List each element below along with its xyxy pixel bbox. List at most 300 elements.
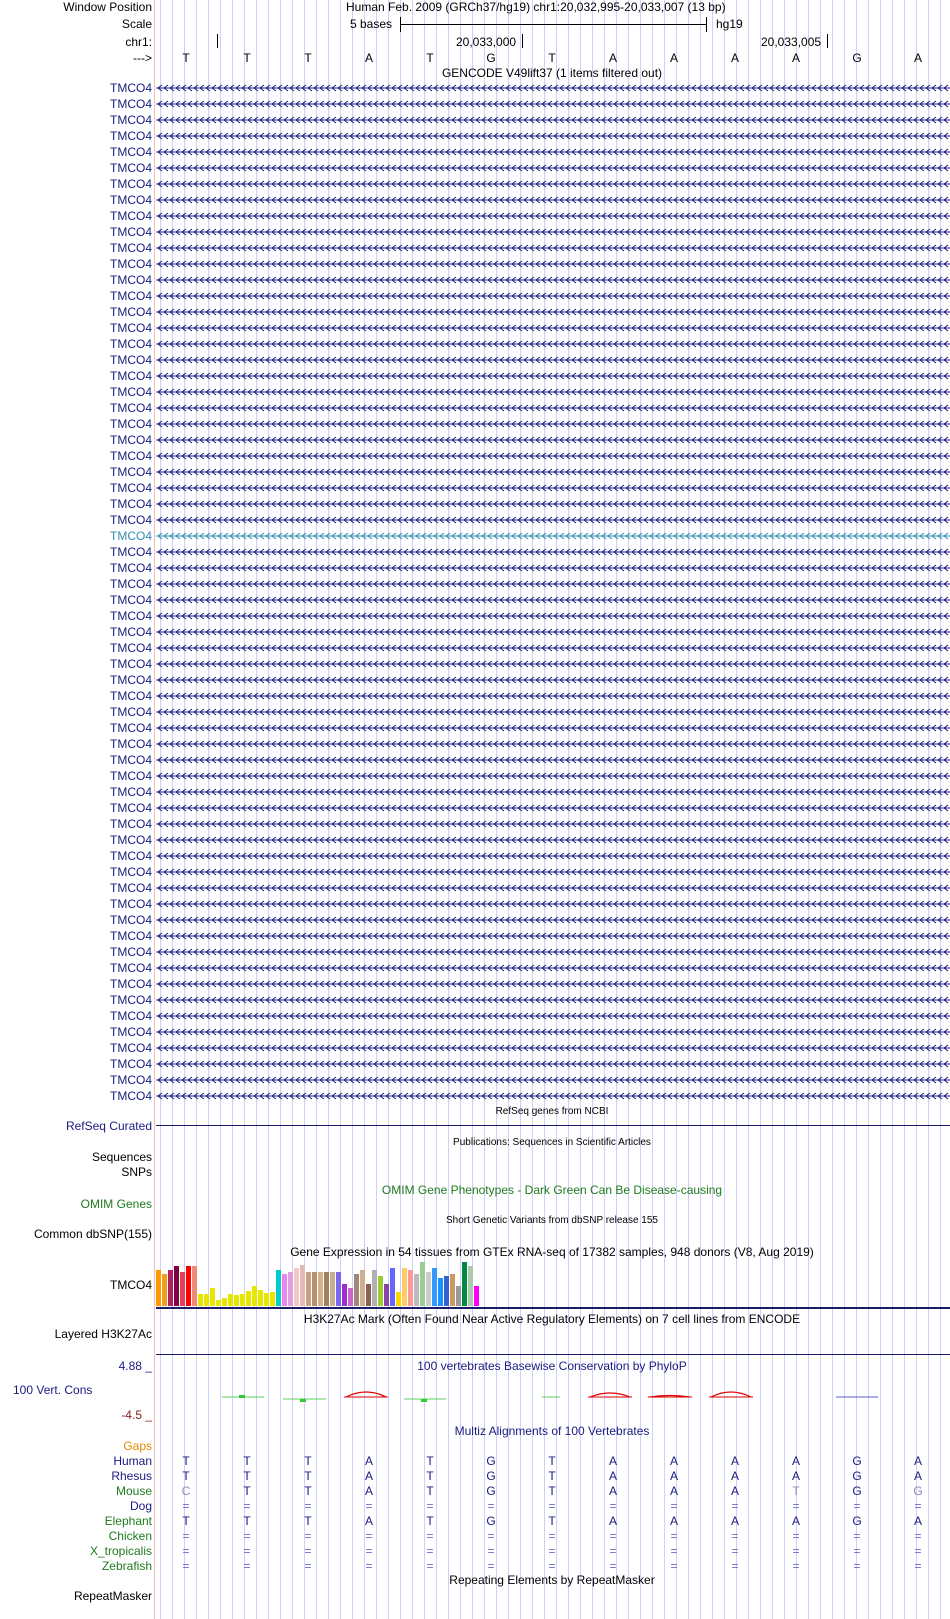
- gencode-transcript-row[interactable]: [0, 928, 950, 944]
- transcript-line[interactable]: [156, 1056, 950, 1072]
- transcript-line[interactable]: [156, 528, 950, 544]
- gtex-tissue-bar[interactable]: [438, 1278, 443, 1306]
- transcript-line[interactable]: [156, 928, 950, 944]
- alignment-base: =: [426, 1529, 434, 1543]
- gencode-transcript-row[interactable]: [0, 80, 950, 96]
- scale-bar-left-cap: [400, 17, 401, 32]
- gencode-transcript-row[interactable]: [0, 992, 950, 1008]
- alignment-base: G: [913, 1484, 923, 1498]
- gencode-transcript-row[interactable]: [0, 1008, 950, 1024]
- gtex-track-label[interactable]: TMCO4: [110, 1278, 152, 1292]
- gencode-transcript-row[interactable]: [0, 976, 950, 992]
- transcript-line[interactable]: [156, 800, 950, 816]
- snps-label[interactable]: SNPs: [121, 1165, 152, 1179]
- gene-name-label[interactable]: TMCO4: [110, 129, 152, 143]
- transcript-line[interactable]: [156, 976, 950, 992]
- gtex-tissue-bar[interactable]: [330, 1272, 335, 1306]
- gencode-transcript-row[interactable]: [0, 560, 950, 576]
- gtex-tissue-bar[interactable]: [192, 1266, 197, 1306]
- gtex-tissue-bar[interactable]: [348, 1288, 353, 1306]
- gtex-tissue-bar[interactable]: [468, 1266, 473, 1306]
- gtex-tissue-bar[interactable]: [456, 1286, 461, 1306]
- gtex-tissue-bar[interactable]: [342, 1284, 347, 1306]
- transcript-line[interactable]: [156, 864, 950, 880]
- gtex-tissue-bar[interactable]: [240, 1294, 245, 1306]
- gencode-transcript-row[interactable]: [0, 368, 950, 384]
- gencode-transcript-row[interactable]: [0, 944, 950, 960]
- gtex-tissue-bar[interactable]: [354, 1274, 359, 1306]
- transcript-line[interactable]: [156, 608, 950, 624]
- gencode-transcript-row[interactable]: [0, 144, 950, 160]
- alignment-base: =: [914, 1529, 922, 1543]
- gene-name-label[interactable]: TMCO4: [110, 785, 152, 799]
- gtex-tissue-bar[interactable]: [390, 1268, 395, 1306]
- gencode-transcript-row[interactable]: [0, 128, 950, 144]
- gencode-transcript-row[interactable]: [0, 512, 950, 528]
- gene-name-label[interactable]: TMCO4: [110, 737, 152, 751]
- transcript-intron-arrows: [156, 768, 950, 784]
- gencode-transcript-row[interactable]: [0, 960, 950, 976]
- transcript-line[interactable]: [156, 784, 950, 800]
- gene-name-label[interactable]: TMCO4: [110, 913, 152, 927]
- gencode-transcript-row[interactable]: [0, 432, 950, 448]
- gtex-tissue-bar[interactable]: [288, 1272, 293, 1306]
- gene-name-label[interactable]: TMCO4: [110, 993, 152, 1007]
- gtex-tissue-bar[interactable]: [426, 1272, 431, 1306]
- transcript-intron-arrows: [156, 720, 950, 736]
- transcript-line[interactable]: [156, 672, 950, 688]
- phylop-track-label[interactable]: 100 Vert. Cons: [13, 1383, 93, 1397]
- gencode-transcript-row[interactable]: [0, 608, 950, 624]
- gencode-transcript-row[interactable]: [0, 96, 950, 112]
- transcript-line[interactable]: [156, 896, 950, 912]
- transcript-line[interactable]: [156, 384, 950, 400]
- gene-name-label[interactable]: TMCO4: [110, 641, 152, 655]
- gene-name-label[interactable]: TMCO4: [110, 801, 152, 815]
- alignment-base: =: [182, 1529, 190, 1543]
- gtex-tissue-bar[interactable]: [174, 1266, 179, 1306]
- transcript-line[interactable]: [156, 576, 950, 592]
- gene-name-label[interactable]: TMCO4: [110, 977, 152, 991]
- gencode-transcript-row[interactable]: [0, 208, 950, 224]
- gencode-transcript-row[interactable]: [0, 336, 950, 352]
- transcript-line[interactable]: [156, 592, 950, 608]
- transcript-line[interactable]: [156, 192, 950, 208]
- transcript-line[interactable]: [156, 656, 950, 672]
- gencode-transcript-row[interactable]: [0, 1072, 950, 1088]
- gene-name-label[interactable]: TMCO4: [110, 321, 152, 335]
- transcript-line[interactable]: [156, 112, 950, 128]
- transcript-line[interactable]: [156, 1008, 950, 1024]
- gencode-transcript-row[interactable]: [0, 400, 950, 416]
- gtex-tissue-bar[interactable]: [360, 1270, 365, 1306]
- gencode-transcript-row[interactable]: [0, 320, 950, 336]
- alignment-base: =: [853, 1559, 861, 1573]
- gencode-transcript-row[interactable]: [0, 768, 950, 784]
- gencode-transcript-row[interactable]: [0, 224, 950, 240]
- gene-name-label[interactable]: TMCO4: [110, 465, 152, 479]
- species-label[interactable]: Mouse: [115, 1484, 152, 1498]
- gtex-tissue-bar[interactable]: [294, 1268, 299, 1306]
- transcript-line[interactable]: [156, 640, 950, 656]
- gencode-transcript-row[interactable]: [0, 1040, 950, 1056]
- gene-name-label[interactable]: TMCO4: [110, 1041, 152, 1055]
- gene-name-label[interactable]: TMCO4: [110, 1057, 152, 1071]
- gene-name-label[interactable]: TMCO4: [110, 273, 152, 287]
- species-label[interactable]: Dog: [129, 1499, 152, 1513]
- transcript-line[interactable]: [156, 1072, 950, 1088]
- transcript-intron-arrows: [156, 688, 950, 704]
- gencode-transcript-row[interactable]: [0, 416, 950, 432]
- gtex-tissue-bar[interactable]: [372, 1270, 377, 1306]
- gtex-tissue-bar[interactable]: [414, 1274, 419, 1306]
- gene-name-label[interactable]: TMCO4: [110, 689, 152, 703]
- transcript-line[interactable]: [156, 80, 950, 96]
- base-letter: A: [913, 51, 922, 65]
- sequences-label[interactable]: Sequences: [91, 1150, 152, 1164]
- gene-name-label[interactable]: TMCO4: [110, 529, 152, 543]
- gencode-transcript-row[interactable]: [0, 272, 950, 288]
- transcript-line[interactable]: [156, 848, 950, 864]
- gtex-tissue-bar[interactable]: [450, 1274, 455, 1306]
- gencode-transcript-row[interactable]: [0, 848, 950, 864]
- gene-name-label[interactable]: TMCO4: [110, 561, 152, 575]
- gene-name-label[interactable]: TMCO4: [110, 545, 152, 559]
- phylop-graph[interactable]: [156, 1382, 950, 1412]
- transcript-line[interactable]: [156, 448, 950, 464]
- h3k27ac-track-label[interactable]: Layered H3K27Ac: [54, 1327, 152, 1341]
- refseq-track-label[interactable]: RefSeq Curated: [65, 1119, 152, 1133]
- transcript-line[interactable]: [156, 176, 950, 192]
- alignment-base: A: [364, 1514, 373, 1528]
- gencode-transcript-row[interactable]: [0, 112, 950, 128]
- species-label[interactable]: Chicken: [108, 1529, 152, 1543]
- transcript-line[interactable]: [156, 96, 950, 112]
- gene-name-label[interactable]: TMCO4: [110, 593, 152, 607]
- gtex-tissue-bar[interactable]: [276, 1270, 281, 1306]
- gene-name-label[interactable]: TMCO4: [110, 193, 152, 207]
- gene-name-label[interactable]: TMCO4: [110, 625, 152, 639]
- gencode-transcript-row[interactable]: [0, 688, 950, 704]
- gtex-tissue-bar[interactable]: [252, 1286, 257, 1306]
- gencode-transcript-row[interactable]: [0, 880, 950, 896]
- gencode-transcript-row[interactable]: [0, 448, 950, 464]
- gene-name-label[interactable]: TMCO4: [110, 225, 152, 239]
- gene-name-label[interactable]: TMCO4: [110, 161, 152, 175]
- gencode-transcript-row[interactable]: [0, 384, 950, 400]
- gene-name-label[interactable]: TMCO4: [110, 833, 152, 847]
- gtex-tissue-bar[interactable]: [474, 1286, 479, 1306]
- gene-name-label[interactable]: TMCO4: [110, 481, 152, 495]
- gene-name-label[interactable]: TMCO4: [110, 609, 152, 623]
- repeatmasker-track-label[interactable]: RepeatMasker: [73, 1589, 152, 1603]
- gtex-tissue-bar[interactable]: [156, 1270, 161, 1306]
- gene-name-label[interactable]: TMCO4: [110, 401, 152, 415]
- gene-name-label[interactable]: TMCO4: [110, 497, 152, 511]
- gencode-transcript-row[interactable]: [0, 176, 950, 192]
- gencode-transcript-row[interactable]: [0, 752, 950, 768]
- transcript-line[interactable]: [156, 752, 950, 768]
- alignment-base: =: [731, 1529, 739, 1543]
- transcript-intron-arrows: [156, 944, 950, 960]
- gtex-tissue-bar[interactable]: [180, 1272, 185, 1306]
- transcript-intron-arrows: [156, 576, 950, 592]
- gaps-label[interactable]: Gaps: [123, 1439, 152, 1453]
- gene-name-label[interactable]: TMCO4: [110, 673, 152, 687]
- transcript-line[interactable]: [156, 704, 950, 720]
- transcript-line[interactable]: [156, 544, 950, 560]
- gtex-tissue-bar[interactable]: [234, 1295, 239, 1306]
- transcript-line[interactable]: [156, 128, 950, 144]
- gene-name-label[interactable]: TMCO4: [110, 817, 152, 831]
- transcript-intron-arrows: [156, 848, 950, 864]
- alignment-base: T: [426, 1469, 434, 1483]
- transcript-intron-arrows: [156, 224, 950, 240]
- gene-name-label[interactable]: TMCO4: [110, 1009, 152, 1023]
- transcript-line[interactable]: [156, 736, 950, 752]
- transcript-line[interactable]: [156, 416, 950, 432]
- gene-name-label[interactable]: TMCO4: [110, 705, 152, 719]
- gencode-transcript-row[interactable]: [0, 256, 950, 272]
- gtex-tissue-bar[interactable]: [324, 1272, 329, 1306]
- gencode-transcript-row[interactable]: [0, 352, 950, 368]
- dbsnp-track-title: Short Genetic Variants from dbSNP release 155: [446, 1215, 658, 1226]
- gencode-transcript-row[interactable]: [0, 640, 950, 656]
- transcript-line[interactable]: [156, 1040, 950, 1056]
- gencode-transcript-row[interactable]: [0, 672, 950, 688]
- transcript-line[interactable]: [156, 160, 950, 176]
- species-label[interactable]: X_tropicalis: [89, 1544, 152, 1558]
- gtex-tissue-bar[interactable]: [384, 1284, 389, 1306]
- transcript-line[interactable]: [156, 1024, 950, 1040]
- gene-name-label[interactable]: TMCO4: [110, 1073, 152, 1087]
- transcript-line[interactable]: [156, 400, 950, 416]
- gencode-transcript-row[interactable]: [0, 800, 950, 816]
- transcript-line[interactable]: [156, 336, 950, 352]
- gtex-track-title: Gene Expression in 54 tissues from GTEx RNA-seq of 17382 samples, 948 donors (V8, Aug 2019): [290, 1245, 814, 1259]
- gene-name-label[interactable]: TMCO4: [110, 385, 152, 399]
- transcript-intron-arrows: [156, 832, 950, 848]
- transcript-line[interactable]: [156, 992, 950, 1008]
- gencode-transcript-row[interactable]: [0, 704, 950, 720]
- transcript-line[interactable]: [156, 272, 950, 288]
- gencode-transcript-row[interactable]: [0, 304, 950, 320]
- gencode-transcript-row[interactable]: [0, 464, 950, 480]
- transcript-line[interactable]: [156, 144, 950, 160]
- gene-name-label[interactable]: TMCO4: [110, 929, 152, 943]
- gtex-tissue-bar[interactable]: [198, 1294, 203, 1306]
- assembly-label: hg19: [716, 17, 743, 31]
- transcript-line[interactable]: [156, 352, 950, 368]
- gene-name-label[interactable]: TMCO4: [110, 81, 152, 95]
- dbsnp-track-label[interactable]: Common dbSNP(155): [33, 1227, 152, 1241]
- transcript-line[interactable]: [156, 560, 950, 576]
- transcript-line[interactable]: [156, 944, 950, 960]
- transcript-intron-arrows: [156, 288, 950, 304]
- gencode-transcript-row[interactable]: [0, 912, 950, 928]
- gencode-transcript-row[interactable]: [0, 784, 950, 800]
- gencode-transcript-row[interactable]: [0, 832, 950, 848]
- alignment-base: A: [608, 1469, 617, 1483]
- transcript-line[interactable]: [156, 256, 950, 272]
- gene-name-label[interactable]: TMCO4: [110, 513, 152, 527]
- transcript-line[interactable]: [156, 480, 950, 496]
- gene-name-label[interactable]: TMCO4: [110, 753, 152, 767]
- gene-name-label[interactable]: TMCO4: [110, 881, 152, 895]
- gtex-tissue-bar[interactable]: [264, 1293, 269, 1306]
- gene-name-label[interactable]: TMCO4: [110, 945, 152, 959]
- gtex-tissue-bar[interactable]: [222, 1298, 227, 1306]
- gencode-transcript-row[interactable]: [0, 240, 950, 256]
- gtex-tissue-bar[interactable]: [168, 1270, 173, 1306]
- species-label[interactable]: Elephant: [104, 1514, 152, 1528]
- gtex-tissue-bar[interactable]: [246, 1291, 251, 1306]
- transcript-line[interactable]: [156, 960, 950, 976]
- alignment-base: =: [182, 1544, 190, 1558]
- gtex-tissue-bar[interactable]: [312, 1272, 317, 1306]
- gencode-transcript-row[interactable]: [0, 1056, 950, 1072]
- gencode-transcript-row[interactable]: [0, 720, 950, 736]
- transcript-line[interactable]: [156, 208, 950, 224]
- gencode-transcript-row[interactable]: [0, 864, 950, 880]
- gtex-tissue-bar[interactable]: [402, 1268, 407, 1306]
- gene-name-label[interactable]: TMCO4: [110, 657, 152, 671]
- gencode-transcript-row[interactable]: [0, 288, 950, 304]
- gencode-transcript-row[interactable]: [0, 1088, 950, 1104]
- gtex-tissue-bar[interactable]: [444, 1276, 449, 1306]
- gene-name-label[interactable]: TMCO4: [110, 961, 152, 975]
- transcript-line[interactable]: [156, 288, 950, 304]
- gtex-tissue-bar[interactable]: [462, 1262, 467, 1306]
- gene-name-label[interactable]: TMCO4: [110, 305, 152, 319]
- gene-name-label[interactable]: TMCO4: [110, 433, 152, 447]
- gtex-tissue-bar[interactable]: [162, 1274, 167, 1306]
- transcript-line[interactable]: [156, 688, 950, 704]
- gtex-tissue-bar[interactable]: [318, 1272, 323, 1306]
- gencode-transcript-row[interactable]: [0, 816, 950, 832]
- gencode-transcript-row[interactable]: [0, 656, 950, 672]
- gtex-tissue-bar[interactable]: [432, 1268, 437, 1306]
- gtex-tissue-bar[interactable]: [300, 1265, 305, 1306]
- gene-name-label[interactable]: TMCO4: [110, 337, 152, 351]
- transcript-line[interactable]: [156, 816, 950, 832]
- gtex-tissue-bar[interactable]: [378, 1276, 383, 1306]
- gene-name-label[interactable]: TMCO4: [110, 241, 152, 255]
- gencode-transcript-row[interactable]: [0, 192, 950, 208]
- transcript-line[interactable]: [156, 720, 950, 736]
- gene-name-label[interactable]: TMCO4: [110, 849, 152, 863]
- alignment-base: A: [669, 1469, 678, 1483]
- transcript-line[interactable]: [156, 304, 950, 320]
- gene-name-label[interactable]: TMCO4: [110, 145, 152, 159]
- alignment-base: A: [791, 1469, 800, 1483]
- species-label[interactable]: Human: [113, 1454, 152, 1468]
- gencode-transcript-row[interactable]: [0, 544, 950, 560]
- gtex-tissue-bar[interactable]: [216, 1300, 221, 1306]
- gene-name-label[interactable]: TMCO4: [110, 369, 152, 383]
- gene-name-label[interactable]: TMCO4: [110, 865, 152, 879]
- gencode-transcript-row[interactable]: [0, 528, 950, 544]
- transcript-line[interactable]: [156, 432, 950, 448]
- transcript-line[interactable]: [156, 368, 950, 384]
- alignment-base: A: [669, 1484, 678, 1498]
- gene-name-label[interactable]: TMCO4: [110, 417, 152, 431]
- transcript-line[interactable]: [156, 912, 950, 928]
- alignment-base: =: [792, 1544, 800, 1558]
- gene-name-label[interactable]: TMCO4: [110, 289, 152, 303]
- gene-name-label[interactable]: TMCO4: [110, 1025, 152, 1039]
- gene-name-label[interactable]: TMCO4: [110, 577, 152, 591]
- transcript-line[interactable]: [156, 240, 950, 256]
- gene-name-label[interactable]: TMCO4: [110, 769, 152, 783]
- species-label[interactable]: Zebrafish: [101, 1559, 152, 1573]
- gene-name-label[interactable]: TMCO4: [110, 177, 152, 191]
- alignment-base: =: [304, 1559, 312, 1573]
- transcript-line[interactable]: [156, 512, 950, 528]
- transcript-line[interactable]: [156, 224, 950, 240]
- gtex-tissue-bar[interactable]: [228, 1294, 233, 1306]
- alignment-base: =: [487, 1559, 495, 1573]
- gene-name-label[interactable]: TMCO4: [110, 897, 152, 911]
- gencode-transcript-row[interactable]: [0, 480, 950, 496]
- gtex-tissue-bar[interactable]: [270, 1292, 275, 1306]
- gene-name-label[interactable]: TMCO4: [110, 257, 152, 271]
- gencode-transcript-row[interactable]: [0, 496, 950, 512]
- gencode-transcript-row[interactable]: [0, 624, 950, 640]
- gencode-transcript-row[interactable]: [0, 592, 950, 608]
- gene-name-label[interactable]: TMCO4: [110, 209, 152, 223]
- gencode-transcript-row[interactable]: [0, 736, 950, 752]
- gtex-tissue-bar[interactable]: [420, 1262, 425, 1306]
- gtex-tissue-bar[interactable]: [210, 1288, 215, 1306]
- alignment-base: T: [243, 1514, 251, 1528]
- gencode-transcript-row[interactable]: [0, 160, 950, 176]
- base-letter: A: [791, 51, 800, 65]
- gene-name-label[interactable]: TMCO4: [110, 97, 152, 111]
- alignment-base: =: [243, 1559, 251, 1573]
- transcript-line[interactable]: [156, 1088, 950, 1104]
- transcript-line[interactable]: [156, 496, 950, 512]
- gtex-tissue-bar[interactable]: [186, 1266, 191, 1306]
- gtex-tissue-bar[interactable]: [282, 1274, 287, 1306]
- gtex-tissue-bar[interactable]: [204, 1294, 209, 1306]
- gene-name-label[interactable]: TMCO4: [110, 449, 152, 463]
- omim-track-label[interactable]: OMIM Genes: [80, 1197, 152, 1211]
- transcript-line[interactable]: [156, 464, 950, 480]
- transcript-line[interactable]: [156, 624, 950, 640]
- refseq-line[interactable]: [156, 1125, 950, 1126]
- transcript-line[interactable]: [156, 832, 950, 848]
- species-label[interactable]: Rhesus: [111, 1469, 152, 1483]
- gtex-tissue-bar[interactable]: [258, 1290, 263, 1306]
- gencode-transcript-row[interactable]: [0, 1024, 950, 1040]
- gene-name-label[interactable]: TMCO4: [110, 353, 152, 367]
- gene-name-label[interactable]: TMCO4: [110, 113, 152, 127]
- transcript-line[interactable]: [156, 880, 950, 896]
- gtex-tissue-bar[interactable]: [408, 1270, 413, 1306]
- gtex-tissue-bar[interactable]: [306, 1272, 311, 1306]
- gene-name-label[interactable]: TMCO4: [110, 1089, 152, 1103]
- gtex-tissue-bar[interactable]: [396, 1292, 401, 1306]
- gencode-transcript-row[interactable]: [0, 896, 950, 912]
- gencode-transcript-row[interactable]: [0, 576, 950, 592]
- gtex-tissue-bar[interactable]: [336, 1272, 341, 1306]
- transcript-line[interactable]: [156, 768, 950, 784]
- scale-bar-right-cap: [706, 17, 707, 32]
- gtex-tissue-bar[interactable]: [366, 1284, 371, 1306]
- gene-name-label[interactable]: TMCO4: [110, 721, 152, 735]
- transcript-line[interactable]: [156, 320, 950, 336]
